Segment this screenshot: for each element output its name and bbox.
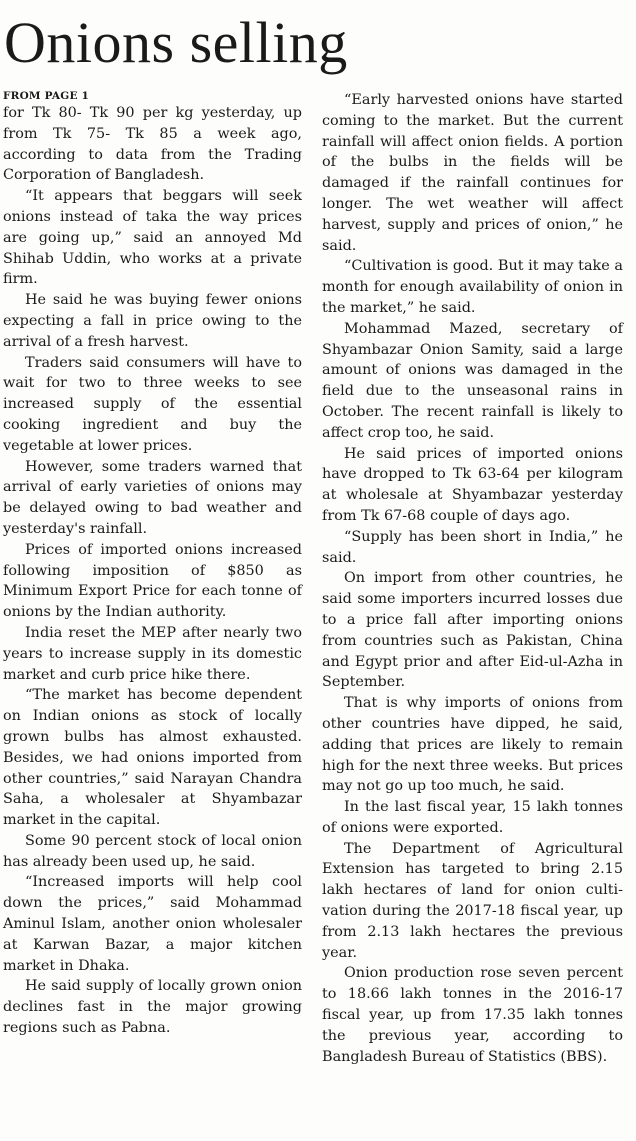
paragraph: That is why imports of onions from other countries have dipped, he said, adding that prices are likely to remain high for the next three weeks. But prices may not go up too much, he said. bbox=[322, 695, 623, 795]
paragraph: He said supply of locally grown onion declines fast in the major growing regions such as Pabna. bbox=[3, 978, 302, 1037]
paragraph: Prices of imported onions increased following imposition of $850 as Minimum Export Price for each tonne of onions by the Indian authority. bbox=[3, 541, 302, 621]
paragraph: Traders said consumers will have to wait for two to three weeks to see increased supply of the essential cooking ingredient and buy the vegetable at lower prices. bbox=[3, 354, 302, 454]
paragraph: “Cultivation is good. But it may take a month for enough availability of onion in the market,” he said. bbox=[322, 258, 623, 316]
paragraph: “It appears that beggars will seek onions instead of taka the way prices are going up,” said an annoyed Md Shihab Uddin, who works at a private firm. bbox=[3, 188, 302, 288]
paragraph: He said he was buying fewer onions expecting a fall in price owing to the arrival of a fresh harvest. bbox=[3, 292, 302, 350]
right-column bbox=[322, 90, 623, 1067]
paragraph: Onion production rose seven percent to 18.66 lakh tonnes in the 2016-17 fiscal year, up from 17.35 lakh tonnes the previous year, according to Bangladesh Bureau of Statistics (BBS). bbox=[322, 965, 623, 1065]
paragraph: In the last fiscal year, 15 lakh tonnes of onions were exported. bbox=[322, 799, 623, 836]
paragraph: However, some traders warned that arrival of early varieties of onions may be delayed owing to bad weather and yesterday's rainfall. bbox=[3, 458, 302, 537]
paragraph: Some 90 percent stock of local onion has already been used up, he said. bbox=[3, 832, 302, 870]
paragraph: He said prices of imported onions have dropped to Tk 63-64 per kilogram at wholesale at Shyambazar yesterday from Tk 67-68 couple of days ago. bbox=[322, 445, 623, 524]
paragraph: “The market has become dependent on Indian onions as stock of locally grown bulbs has almost exhausted. Besides, we had onions imported from other countries,” said Narayan Chandra Saha, a wholesaler at Shyambazar market in the capital. bbox=[3, 687, 302, 829]
paragraph: On import from other countries, he said some importers incurred losses due to a price fall after importing onions from countries such as Pakistan, China and Egypt prior and after Eid-ul-Azha in September. bbox=[322, 570, 623, 691]
paragraph: India reset the MEP after nearly two years to increase supply in its domestic market and curb price hike there. bbox=[3, 624, 302, 683]
paragraph: “Early harvested onions have started coming to the market. But the current rainfall will affect onion fields. A portion of the bulbs in the fields will be damaged if the rainfall continues for longer. The wet weather will affect harvest, supply and prices of onion,” he said. bbox=[322, 92, 623, 254]
paragraph: “Increased imports will help cool down the prices,” said Mohammad Aminul Islam, another onion wholesaler at Karwan Bazar, a major kitchen market in Dhaka. bbox=[3, 874, 302, 974]
paragraph: for Tk 80- Tk 90 per kg yesterday, up from Tk 75- Tk 85 a week ago, according to data from the Trading Corporation of Bangladesh. bbox=[3, 105, 302, 184]
paragraph: “Supply has been short in India,” he said. bbox=[322, 528, 623, 566]
left-column bbox=[3, 89, 302, 1039]
jump-label: FROM PAGE 1 bbox=[3, 90, 90, 102]
headline: Onions selling bbox=[4, 10, 348, 75]
paragraph: Mohammad Mazed, secretary of Shyambazar Onion Samity, said a large amount of onions was damaged in the field due to the unseasonal rains in October. The recent rainfall is likely to affect crop too, he said. bbox=[322, 320, 623, 441]
paragraph: The Department of Agricultural Extension has targeted to bring 2.15 lakh hectares of land for onion cultivation during the 2017-18 fiscal year, up from 2.13 lakh hectares the previous year. bbox=[322, 840, 623, 961]
